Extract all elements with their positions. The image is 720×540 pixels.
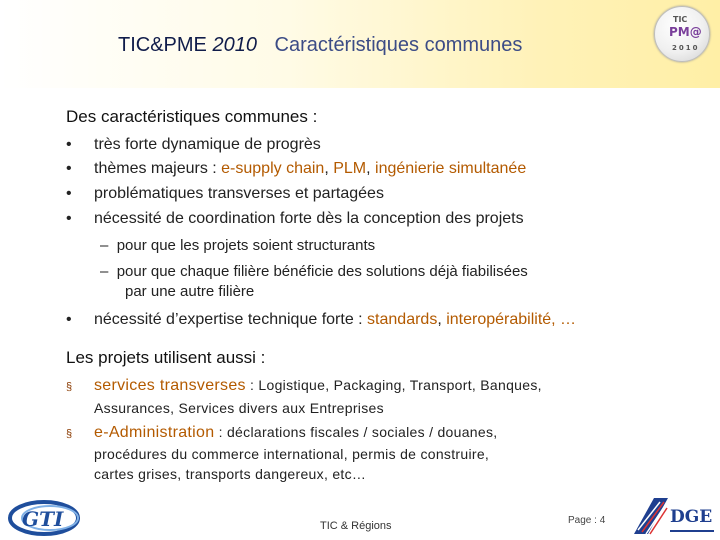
slide-title: [118, 34, 522, 57]
section2-heading: Les projets utilisent aussi :: [66, 348, 266, 367]
logo-line1: TIC: [673, 15, 688, 24]
title-part1: TIC&PME: [118, 34, 207, 56]
logo-line3: 2010: [672, 44, 700, 52]
footer-center-text: TIC & Régions: [320, 520, 392, 532]
sub-list-item: – pour que les projets soient structurants: [100, 237, 376, 254]
tic-pme-logo: [654, 6, 710, 62]
sub-list-item-continuation: par une autre filière: [125, 283, 255, 300]
svg-text:DGE: DGE: [670, 507, 713, 527]
gti-logo: [6, 496, 90, 540]
title-subtitle: Caractéristiques communes: [274, 34, 523, 56]
slide: TIC&PME 2010 Caractéristiques communes TIC PM@ 2010 Des caractéristiques communes : • très forte dynamique de progrès • thèmes majeurs : e-supply chain, PLM, ingénierie simultanée • problématiques transverses et partagées • nécessité de coordination forte dès la conception des projets – pour que les projets soient structurants – pour que chaque filière bénéficie des solutions déjà fiabilisées par une autre filière • nécessité d’expertise technique forte : standards, interopérabilité, … Les projets utilisent aussi : § services transverses : Logistique, Packaging, Transport, Banques, Assurances, Services divers aux Entreprises § e-Administration : déclarations fiscales / sociales / douanes, procédures du commerce international, permis de construire, cartes grises, transports dangereux, etc… GTI TIC & Régions Page : 4 DGE: [0, 0, 720, 540]
dge-logo: [630, 494, 718, 540]
page-number: Page : 4: [568, 515, 606, 526]
sub-list-item: – pour que chaque filière bénéficie des solutions déjà fiabilisées: [100, 263, 528, 280]
svg-text:GTI: GTI: [22, 507, 64, 531]
section1-heading: Des caractéristiques communes :: [66, 107, 318, 126]
logo-line2: PM@: [669, 25, 702, 39]
title-year: 2010: [212, 34, 257, 56]
